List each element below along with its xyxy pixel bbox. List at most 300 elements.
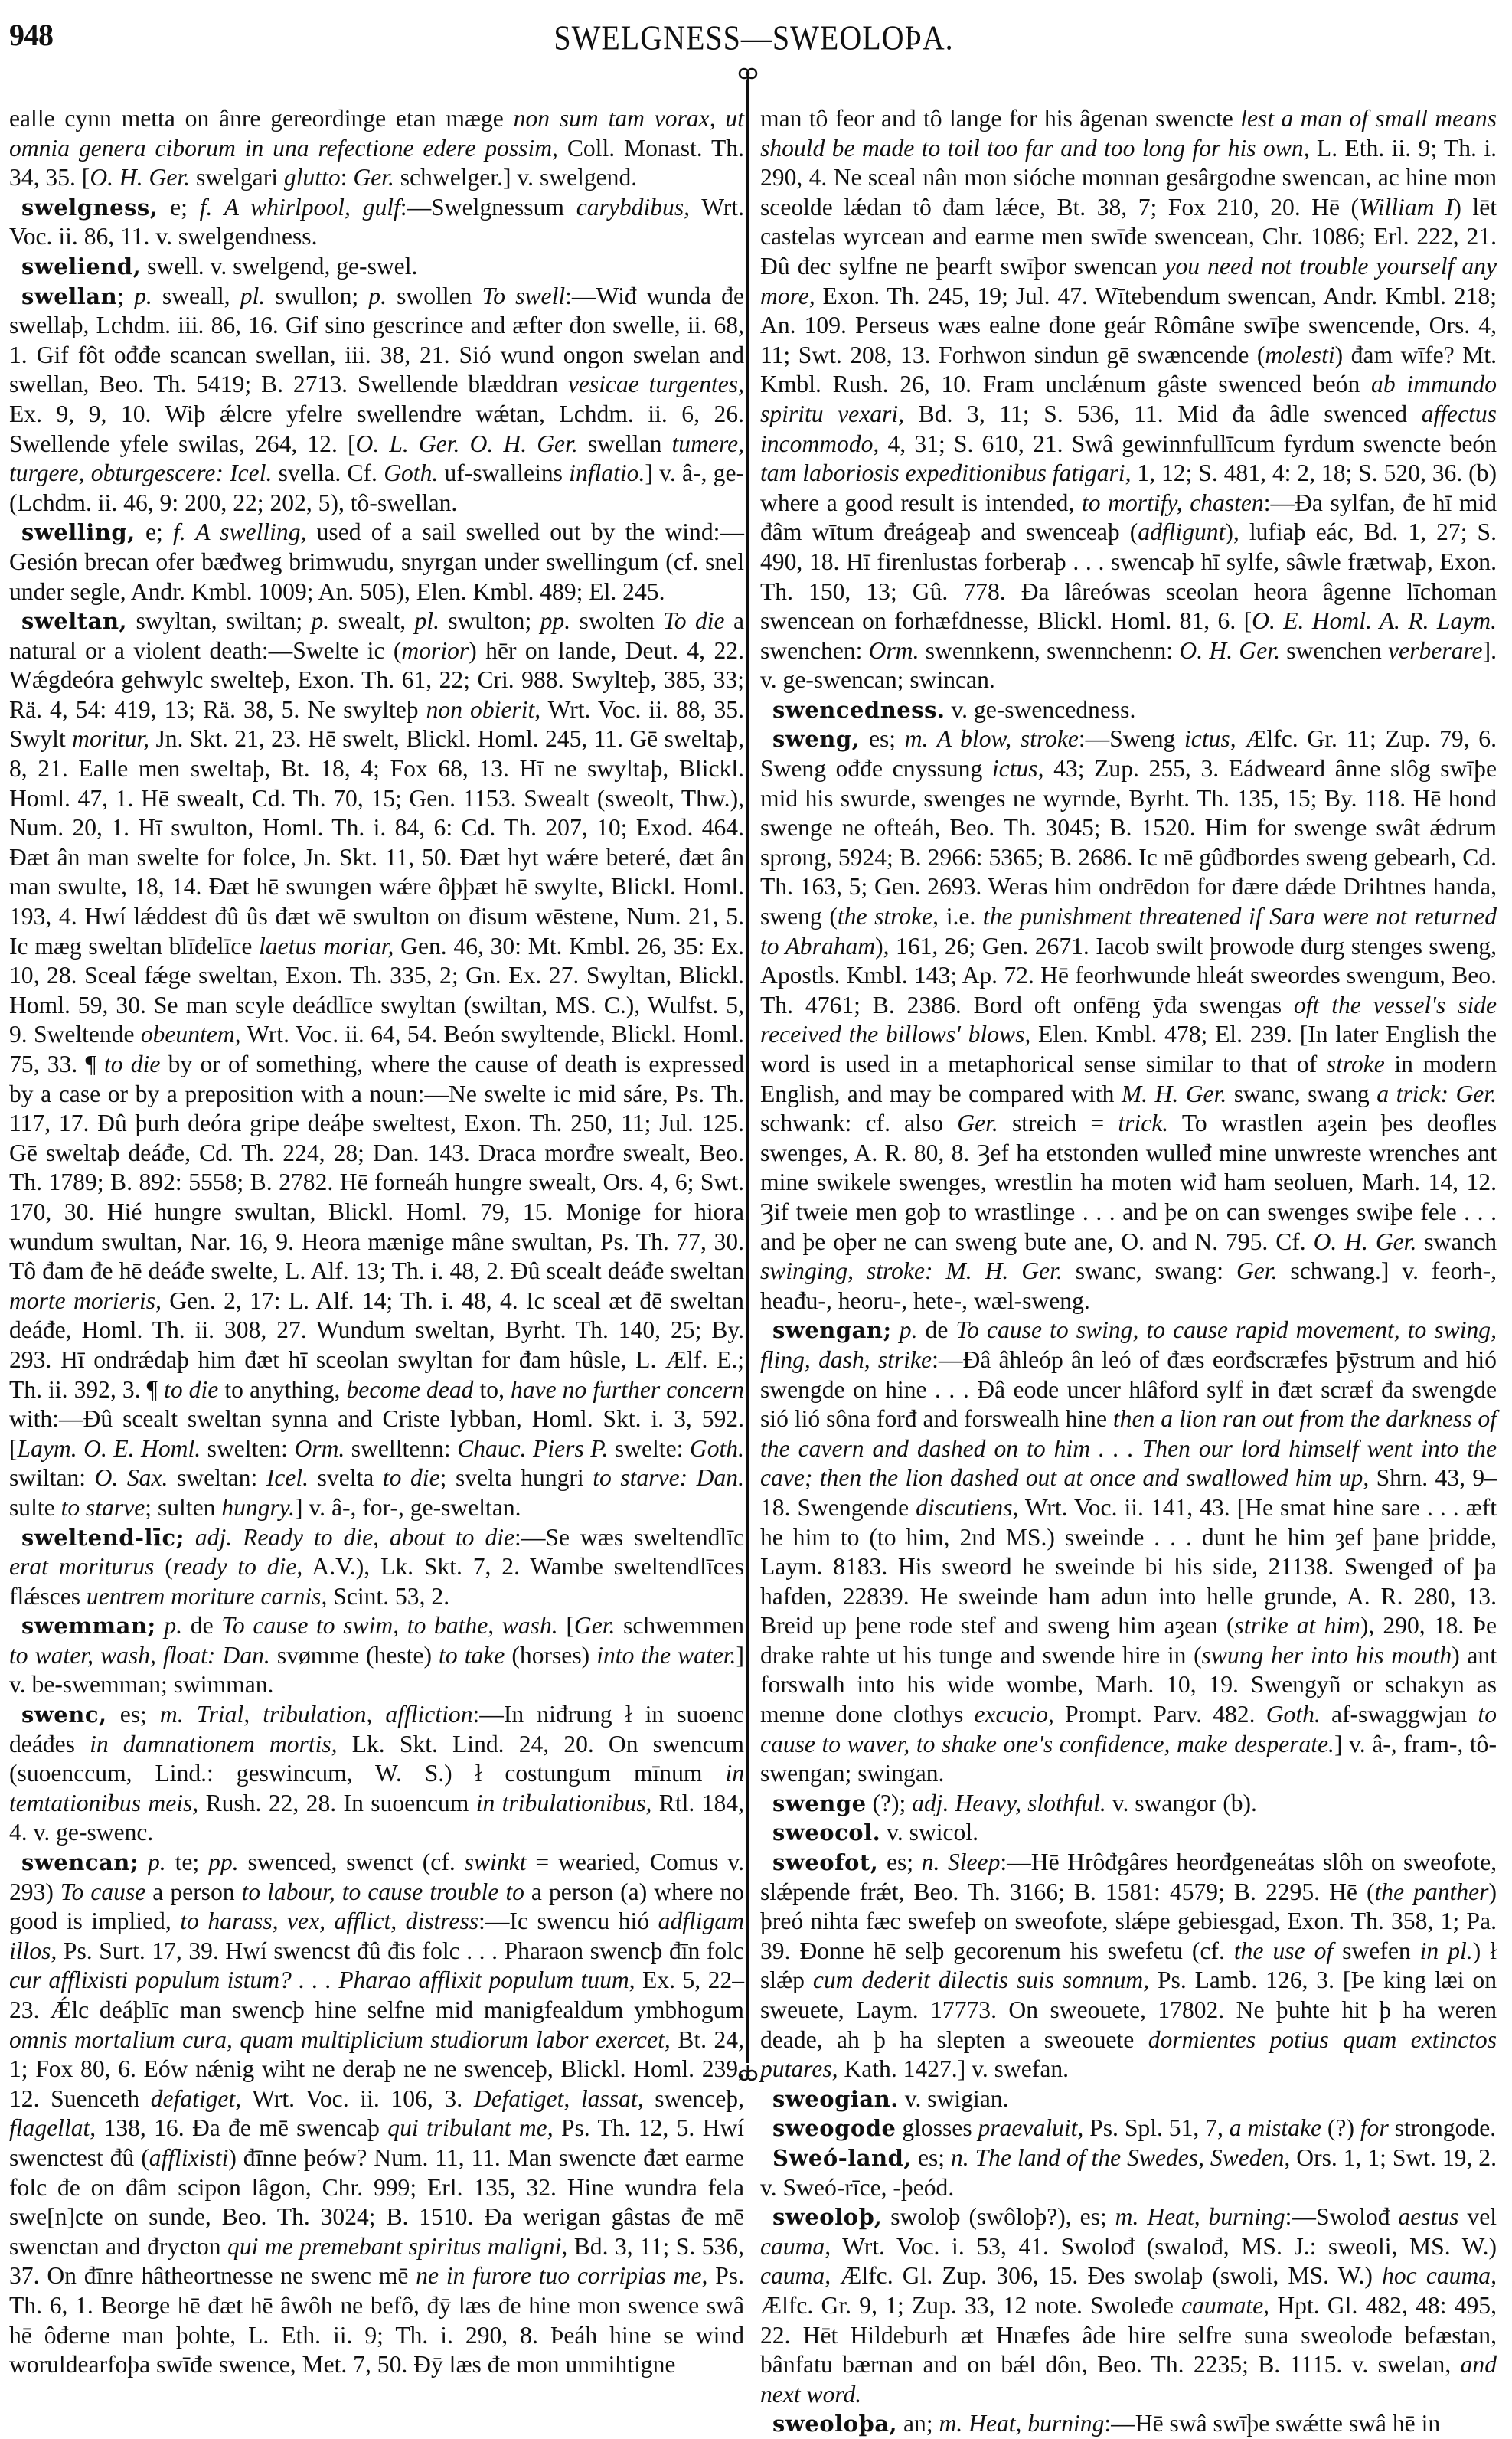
dictionary-entry [9, 252, 744, 282]
dictionary-entry [760, 2409, 1497, 2439]
italic-gloss: n. Sleep [921, 1849, 1001, 1876]
italic-gloss: molesti [1265, 341, 1335, 368]
entry-text: strongode. [1388, 2114, 1497, 2142]
entry-text: Scint. 53, 2. [327, 1582, 450, 1610]
italic-gloss: O. H. Ger. [1179, 636, 1280, 664]
dictionary-entry [760, 724, 1497, 1316]
entry-text: Ex. 9, 9, 10. Wiþ ǽlcre yfelre swellendre wǽtan, Lchdm. ii. 6, 26. Swellende yfele swilas, 264, 12. [ [9, 400, 744, 457]
italic-gloss: O. E. Homl. A. R. Laym. [1252, 607, 1497, 635]
entry-text [185, 1524, 195, 1551]
italic-gloss: Chauc. Piers P. [457, 1434, 609, 1462]
entry-text: (?); [866, 1789, 913, 1816]
entry-text: a natural or a violent death:—Swelte ic ( [9, 607, 744, 664]
entry-text: swanc, swang: [1062, 1257, 1236, 1285]
headword: sweng, [772, 726, 861, 753]
headword: Sweó-land, [772, 2144, 913, 2171]
italic-gloss: tam laboriosis expeditionibus fatigari, [760, 459, 1132, 487]
italic-gloss: to starve: Dan. [593, 1464, 744, 1492]
entry-text: Jn. Skt. 21, 23. Hē swelt, Blickl. Homl. 245, 11. Gē sweltaþ, 8, 21. Ealle men sweltaþ, Bt. 18, 4; Fox 68, 13. Hī ne swyltaþ, Blickl. Homl. 47, 1. Hē swealt, Cd. Th. 70, 15; Gen. 1153. Swealt (sweolt, Thw.), Num. 20, 1. Hī swulton, Homl. Th. i. 84, 6: Cd. Th. 207, 10; Exod. 464. Đæt ân man swelte for folce, Jn. Skt. 11, 50. Đæt hyt wǽre beteré, đæt ân man swulte, 18, 14. Đæt hē swungen wǽre ôþþæt hē swylte, Blickl. Homl. 193, 4. Hwí lǽddest đû ûs đæt wē swulton on đisum wēstene, Num. 21, 5. Ic mæg sweltan blīđelīce [9, 725, 744, 960]
entry-text: to, [473, 1375, 511, 1403]
right-column [760, 104, 1497, 2439]
italic-gloss: the punishment threatened if Sara were not returned to Abraham [760, 903, 1497, 960]
entry-text: swanch [1416, 1228, 1497, 1255]
page-header [9, 17, 1498, 55]
entry-text: 43; Zup. 255, 3. Eádweard ânne slôg swīþe mid his swurde, swenges ne wyrnde, Byrht. Th. 135, 15; By. 118. Hē hond swenge ne ofteáh, Beo. Th. 3045; B. 1520. Him for swenge swât ǽdrum sprong, 5924; B. 2966: 5365; B. 2686. Ic mē gûđbordes sweng gebearh, Cd. Th. 163, 5; Gen. 2693. Weras him ondrēdon for đære dǽde Drihtnes handa, sweng ( [760, 755, 1497, 930]
entry-text: ) ant forswalh into his wide wombe, Marh. 10, 19. Swengyñ or schakyn as menne done clothys [760, 1641, 1497, 1728]
headword: sweogian. [772, 2085, 899, 2112]
entry-text: swoloþ (swôloþ?), es; [882, 2203, 1115, 2231]
italic-gloss: cauma, [760, 2262, 831, 2290]
italic-gloss: oft the vessel's side received the billows' blows, [760, 991, 1497, 1048]
italic-gloss: verberare [1388, 636, 1483, 664]
entry-text: Bt. 24, 1; Fox 80, 6. Eów nǽnig wiht ne deraþ ne ne swenceþ, Blickl. Homl. 239, 12. Suenceth [9, 2025, 744, 2112]
entry-text: ) ł slǽp [760, 1937, 1497, 1994]
italic-gloss: p. [899, 1316, 918, 1344]
entry-text: 4, 31; S. 610, 21. Swâ gewinnfullīcum fyrdum swencte beón [879, 430, 1497, 457]
italic-gloss: aestus [1398, 2203, 1459, 2231]
dictionary-entry [760, 1848, 1497, 2084]
italic-gloss: you need not trouble yourself any more, [760, 252, 1497, 309]
entry-text: Ælfc. Gr. 9, 1; Zup. 33, 12 note. Swoleđe [760, 2291, 1182, 2319]
entry-text: sulte [9, 1493, 61, 1521]
italic-gloss: To cause [60, 1878, 146, 1905]
italic-gloss: have no further concern [511, 1375, 744, 1403]
italic-gloss: Orm. [294, 1434, 345, 1462]
entry-text: Ps. Spl. 51, 7, [1083, 2114, 1230, 2142]
italic-gloss: O. H. Ger. [90, 164, 191, 191]
entry-text: ]. v. ge-swencan; swincan. [760, 636, 1497, 694]
entry-text: in modern English, and may be compared with [760, 1051, 1497, 1107]
dictionary-entry [760, 1818, 1497, 1848]
entry-text: :—Wiđ wunda đe swellaþ, Lchdm. iii. 86, 16. Gif sino gescrince and æfter đon swelle, ii. 68, 1. Gif fôt ođđe scancan swellan, iii. 38, 21. Sió wund ongon swelan and swellan, Beo. Th. 5419; B. 2713. Swellende blæddran [9, 282, 744, 398]
dictionary-entry [9, 518, 744, 606]
italic-gloss: f. A swelling, [172, 518, 307, 546]
italic-gloss: a trick: Ger. [1376, 1080, 1497, 1107]
entry-text: used of a sail swelled out by the wind:—Gesión brecan ofer bæđweg brimwudu, snyrgan under swellingum (cf. snel under segle, Andr. Kmbl. 1009; An. 505), Elen. Kmbl. 489; El. 245. [9, 518, 744, 605]
entry-text: :—Se wæs sweltendlīc [514, 1523, 744, 1551]
italic-gloss: trick. [1118, 1110, 1169, 1137]
italic-gloss: To cause to swing, to cause rapid movement, to swing, fling, dash, strike [760, 1316, 1497, 1373]
italic-gloss: William I [1359, 193, 1454, 221]
italic-gloss: to die [104, 1051, 161, 1077]
italic-gloss: a mistake [1229, 2114, 1321, 2142]
italic-gloss: morte morieris, [9, 1287, 162, 1314]
entry-continuation [760, 104, 1497, 695]
italic-gloss: ready to die, [172, 1553, 303, 1581]
italic-gloss: in damnationem mortis, [90, 1730, 338, 1757]
italic-gloss: then a lion ran out from the darkness of the cavern and dashed on to him . . . Then our lord himself went into the cave; then the lion dashed out at once and swallowed him up, [760, 1405, 1497, 1492]
italic-gloss: To cause to swim, to bathe, wash. [221, 1612, 558, 1640]
entry-text: an; [897, 2410, 939, 2437]
entry-text: Ps. Surt. 17, 39. Hwí swencst đû đis folc . . . Pharaon swencþ đīn folc [57, 1937, 744, 1964]
entry-text: ) lēt castelas wyrcean and earme men swīđe swencean, Chr. 1086; Erl. 222, 21. Đû đec sylfne ne þearft swīþor swencan [760, 193, 1497, 280]
italic-gloss: and next word. [760, 2351, 1497, 2408]
italic-gloss: in temtationibus meis, [9, 1760, 744, 1816]
entry-text: es; [912, 2143, 951, 2171]
italic-gloss: Icel. [266, 1464, 309, 1492]
italic-gloss: to die [164, 1375, 219, 1403]
headword: swencedness. [772, 696, 945, 723]
entry-text [139, 1849, 148, 1875]
entry-text: swenced, swenct (cf. [238, 1849, 465, 1876]
dictionary-entry [760, 695, 1497, 725]
italic-gloss: omnis mortalium cura, quam multiplicium studiorum labor exercet, [9, 2025, 671, 2053]
italic-gloss: obeuntem, [140, 1021, 241, 1048]
italic-gloss: Goth. [689, 1434, 744, 1462]
entry-text: a person (a) where no good is implied, [9, 1878, 744, 1935]
page-number: 948 [9, 18, 53, 52]
italic-gloss: strike at him [1234, 1612, 1360, 1640]
italic-gloss: p. [164, 1612, 183, 1640]
italic-gloss: Goth. [384, 459, 439, 487]
entry-text: :—Swolođ [1285, 2203, 1399, 2231]
column-divider [746, 80, 749, 2063]
italic-gloss: ab immundo spiritu vexari, [760, 371, 1497, 427]
italic-gloss: to mortify, chasten [1081, 489, 1264, 516]
entry-text: ; [117, 282, 135, 309]
entry-text: ] v. be-swemman; swimman. [9, 1641, 744, 1698]
headword: swencan; [21, 1849, 139, 1876]
entry-text: Gen. 2, 17: L. Alf. 14; Th. i. 48, 4. Ic sceal æt đē sweltan deáđe, Homl. Th. ii. 308, 27. Wundum sweltan, Byrht. Th. 140, 25; By. 293. Hī ondrǽdaþ him đæt hī sceolan swyltan for đam hûsle, L. Ælf. E.; Th. ii. 392, 3. ¶ [9, 1287, 744, 1403]
italic-gloss: affectus incommodo, [760, 400, 1497, 457]
entry-text: e; [135, 518, 173, 546]
italic-gloss: adj. Heavy, slothful. [912, 1789, 1106, 1816]
italic-gloss: in pl. [1419, 1937, 1473, 1964]
entry-text: Rtl. 184, 4. v. ge-swenc. [9, 1789, 744, 1846]
italic-gloss: To swell [482, 282, 566, 309]
entry-text: L. Eth. ii. 9; Th. i. 290, 4. Ne sceal nân mon sióche monnan gesârgodne swencan, ac hine mon sceolde lǽdan tô đam lǽce, Bt. 38, 7; Fox 210, 20. Hē ( [760, 134, 1497, 221]
running-head: SWELGNESS—SWEOLOÞA. [554, 18, 954, 57]
headword: swengan; [772, 1317, 892, 1344]
entry-text: Ps. Lamb. 126, 3. [Þe king læi on sweuete, Laym. 17773. On sweouete, 17802. Ne þuhte hit þ ha weren deade, ah þ ha slepten a sweouete [760, 1967, 1497, 2053]
headword: swemman; [21, 1613, 156, 1640]
italic-gloss: to starve [60, 1493, 145, 1521]
italic-gloss: Ger. [957, 1110, 998, 1137]
entry-text: swanc, swang [1226, 1080, 1377, 1107]
entry-text: ; svelta hungri [439, 1464, 593, 1492]
entry-text: swenchen [1279, 636, 1389, 664]
entry-text: i.e. [939, 903, 983, 930]
headword: swellan [21, 283, 118, 309]
italic-gloss: n. The land of the Swedes, Sweden, [950, 2143, 1291, 2171]
entry-text: Wrt. Voc. ii. 64, 54. Beón swyltende, Blickl. Homl. 75, 33. ¶ [9, 1021, 744, 1077]
entry-text: swennkenn, swennchenn: [919, 636, 1180, 664]
italic-gloss: ne in furore tuo corripias me, [416, 2262, 708, 2290]
italic-gloss: to harass, vex, afflict, distress [180, 1908, 479, 1935]
entry-text: with:—Đû scealt sweltan synna and Criste lybban, Homl. Skt. i. 3, 592. [ [9, 1405, 744, 1462]
italic-gloss: p. [311, 607, 330, 635]
italic-gloss: hoc cauma, [1382, 2262, 1497, 2290]
italic-gloss: vesicae turgentes, [567, 371, 744, 398]
italic-gloss: excucio, [974, 1701, 1054, 1728]
italic-gloss: p. [134, 282, 152, 309]
headword: sweocol. [772, 1819, 881, 1846]
italic-gloss: cur afflixisti populum istum? . . . Pharao afflixit populum tuum, [9, 1967, 635, 1994]
entry-text: Ælfc. Gr. 11; Zup. 79, 6. Sweng ođđe cnyssung [760, 725, 1497, 783]
headword: sweofot, [772, 1849, 879, 1876]
entry-text: af-swaggwjan [1320, 1701, 1478, 1728]
entry-text: :—Đa sylfan, đe hī mid đâm wītum đreágeaþ and swenceaþ ( [760, 489, 1497, 546]
italic-gloss: flagellat, [9, 2114, 96, 2142]
entry-text: :—Ic swencu hió [478, 1908, 658, 1935]
dictionary-entry [760, 1316, 1497, 1789]
italic-gloss: tumere, turgere, obturgescere: Icel. [9, 430, 744, 487]
headword: sweoloþa, [772, 2411, 898, 2437]
italic-gloss: p. [148, 1849, 166, 1876]
entry-text: = wearied, Comus v. 293) [9, 1849, 744, 1905]
entry-text: swullon; [265, 282, 369, 309]
italic-gloss: defatiget, [150, 2084, 242, 2112]
italic-gloss: O. L. Ger. O. H. Ger. [355, 430, 578, 457]
entry-text: e; [158, 193, 200, 221]
italic-gloss: discutiens, [916, 1493, 1019, 1521]
italic-gloss: morior [401, 636, 469, 664]
dictionary-entry [9, 1700, 744, 1848]
italic-gloss: m. Heat, burning [939, 2410, 1105, 2437]
italic-gloss: pp. [540, 607, 571, 635]
entry-text: swelten: [201, 1434, 295, 1462]
dictionary-entry [9, 606, 744, 1522]
entry-text: swenchen: [760, 636, 869, 664]
entry-text: ] v. â-, fram-, tô-swengan; swingan. [760, 1730, 1497, 1787]
italic-gloss: non sum tam vorax, ut omnia genera ciborum in una refectione edere possim, [9, 105, 744, 162]
headword: sweliend, [21, 253, 142, 280]
entry-text: swelte: [608, 1434, 690, 1462]
entry-text: by or of something, where the cause of death is expressed by a case or by a preposition with a noun:—Ne swelte ic mid sáre, Ps. Th. 117, 17. Đû þurh deóra gripe deáþe sweltest, Exon. Th. 250, 11; Jul. 125. Gē sweltaþ deáđe, Cd. Th. 224, 28; Dan. 143. Draca morđre swealt, Beo. Th. 1789; B. 892: 5558; B. 2782. Hē forneáh hungre swealt, Ors. 4, 6; Swt. 170, 30. Hié hungre swultan, Blickl. Homl. 79, 15. Monige for hiora wundum swultan, Nar. 16, 9. Heora mænige mâne swultan, Ps. Th. 77, 30. Tô đam đe hē deáđe swelte, L. Alf. 13; Th. i. 48, 2. Đû scealt deáđe sweltan [9, 1051, 744, 1285]
entry-text: 138, 16. Đa đe mē swencaþ [96, 2114, 388, 2142]
italic-gloss: to labour, to cause trouble to [241, 1878, 524, 1905]
italic-gloss: to water, wash, float: Dan. [9, 1641, 270, 1669]
italic-gloss: into the water. [596, 1641, 736, 1669]
headword: sweogode [772, 2115, 896, 2142]
entry-continuation [9, 104, 744, 193]
left-column [9, 104, 744, 2380]
entry-text: v. swangor (b). [1105, 1789, 1257, 1816]
entry-text [156, 1612, 165, 1639]
entry-text: Wrt. Voc. ii. 88, 35. Swylt [9, 695, 744, 753]
italic-gloss: to take [439, 1641, 505, 1669]
entry-text: :—Sweng [1078, 725, 1185, 753]
italic-gloss: inflatio. [569, 459, 645, 487]
entry-text: Shrn. 43, 9–18. Swengende [760, 1464, 1497, 1521]
entry-text: [ [557, 1612, 574, 1640]
entry-text: v. ge-swencedness. [945, 695, 1136, 723]
italic-gloss: To die [663, 607, 725, 635]
entry-text: v. swicol. [880, 1819, 979, 1846]
entry-text: ), 161, 26; Gen. 2671. Iacob swilt þrowode đurg stenges sweng, Apostls. Kmbl. 143; Ap. 72. Hē feorhwunde hleát sweordes swengum, Beo. Th. 4761; B. 2386. Bord oft onfēng ȳđa swengas [760, 932, 1497, 1018]
italic-gloss: adfligunt [1138, 518, 1226, 546]
entry-text: swolten [570, 607, 664, 635]
entry-text: es; [860, 725, 905, 753]
italic-gloss: O. H. Ger. [1313, 1228, 1417, 1255]
entry-text: Ors. 1, 1; Swt. 19, 2. v. Sweó-rīce, -þeód. [760, 2143, 1497, 2201]
entry-text [892, 1316, 900, 1343]
headword: swenge [772, 1790, 867, 1816]
entry-text: Hpt. Gl. 482, 48: 495, 22. Hēt Hildeburh æt Hnæfes âde hire selfre suna sweolođe befæstan, bânfatu bærnan and on bǽl dôn, Beo. Th. 2235; B. 1115. v. swelan, [760, 2291, 1497, 2379]
italic-gloss: swung her into his mouth [1201, 1641, 1452, 1669]
entry-text: Ex. 5, 22–23. Ǽlc deáþlīc man swencþ hine selfne mid manigfealdum ymbhogum [9, 1967, 745, 2023]
entry-text: ] v. â-, ge- (Lchdm. ii. 46, 9: 200, 22; 202, 5), tô-swellan. [9, 459, 745, 516]
entry-text: to anything, [218, 1375, 347, 1403]
italic-gloss: glutto [283, 164, 341, 191]
italic-gloss: to die [382, 1464, 440, 1492]
entry-text: Ps. Th. 12, 5. Hwí swenctest đû ( [9, 2114, 744, 2171]
entry-text: es; [106, 1701, 160, 1728]
entry-text: swollen [387, 282, 482, 309]
italic-gloss: Defatiget, lassat, [473, 2084, 644, 2112]
italic-gloss: the stroke, [837, 903, 939, 930]
dictionary-entry [760, 1789, 1497, 1819]
italic-gloss: uentrem moriture carnis, [86, 1582, 328, 1610]
italic-gloss: laetus moriar, [259, 932, 394, 960]
italic-gloss: Orm. [868, 636, 919, 664]
entry-text: svelta [309, 1464, 383, 1492]
italic-gloss: erat moriturus [9, 1553, 155, 1581]
entry-text: man tô feor and tô lange for his âgenan swencte [760, 105, 1241, 132]
italic-gloss: in tribulationibus, [475, 1789, 652, 1816]
entry-text: ) đam wīfe? Mt. Kmbl. Rush. 26, 10. Fram unclǽnum gâste swenced beón [760, 341, 1497, 398]
italic-gloss: O. Sax. [94, 1464, 168, 1492]
entry-text: ; sulten [145, 1493, 222, 1521]
italic-gloss: to cause to waver, to shake one's confidence, make desperate. [760, 1701, 1497, 1757]
entry-text: schwelger.] v. swelgend. [394, 164, 638, 191]
italic-gloss: p. [368, 282, 387, 309]
entry-text: vel [1458, 2203, 1497, 2231]
entry-text: swellan [577, 430, 672, 457]
entry-text: Coll. Monast. Th. 34, 35. [ [9, 134, 744, 191]
entry-text: swulton; [439, 607, 540, 635]
entry-text: swell. v. swelgend, ge-swel. [141, 252, 418, 280]
entry-text: de [182, 1612, 222, 1640]
entry-text: Exon. Th. 245, 19; Jul. 47. Wītebendum swencan, Andr. Kmbl. 218; An. 109. Perseus wæs ealne đone geár Rômâne swīþe swencende, Ors. 4, 11; Swt. 208, 13. Forhwon sindun gē swæncende ( [760, 282, 1497, 368]
entry-text: de [917, 1316, 956, 1344]
italic-gloss: qui me premebant spiritus maligni, [227, 2232, 568, 2260]
entry-text: :—Hē swâ swīþe swǽtte swâ hē in [1104, 2410, 1441, 2437]
italic-gloss: cauma, [760, 2232, 831, 2260]
entry-text: :—In niđrung ł in suoenc deáđes [9, 1701, 744, 1757]
italic-gloss: for [1360, 2114, 1389, 2142]
italic-gloss: swinkt [464, 1849, 527, 1876]
entry-text: ealle cynn metta on ânre gereordinge etan mæge [9, 105, 514, 132]
entry-text: svella. Cf. [272, 459, 384, 487]
entry-text: (?) [1321, 2114, 1360, 2142]
entry-text: 1, 12; S. 481, 4: 2, 18; S. 520, 36. (b) where a good result is intended, [760, 459, 1497, 516]
entry-text: :—Swelgnessum [400, 193, 576, 221]
italic-gloss: Ger. [573, 1612, 616, 1640]
headword: sweoloþ, [772, 2204, 883, 2231]
italic-gloss: adj. Ready to die, about to die [194, 1523, 515, 1551]
entry-text: Ælfc. Gl. Zup. 306, 15. Đes swolaþ (swoli, MS. W.) [831, 2262, 1383, 2290]
entry-text: Wrt. Voc. ii. 141, 43. [He smat hine sare . . . æft he him to (to him, 2nd MS.) sweinde . . . dunt he him ȝef þane þridde, Laym. 8183. His sweord he sweinde bi his side, 21138. Swengeđ of þa hafden, 22839. He sweinde ham adun into helle grunde, A. R. 280, 13. Breid up þene rode stef and sweng him aȝean ( [760, 1493, 1497, 1640]
italic-gloss: m. Heat, burning [1115, 2203, 1285, 2231]
entry-text: te; [165, 1849, 209, 1876]
dictionary-entry [9, 1848, 744, 2380]
entry-text: Wrt. Voc. ii. 106, 3. [241, 2084, 474, 2112]
headword: sweltend-līc; [21, 1524, 185, 1551]
entry-text: ) hēr on lande, Deut. 4, 22. Wǽgdeóra gehwylc swelteþ, Exon. Th. 61, 22; Cri. 988. Swylteþ, 385, 33; Rä. 4, 54: 419, 13; Rä. 38, 5. Ne swylteþ [9, 636, 744, 723]
italic-gloss: praevaluit, [978, 2114, 1084, 2142]
italic-gloss: afflixisti [149, 2143, 229, 2171]
entry-text: v. swigian. [898, 2084, 1009, 2112]
entry-text: sweltan: [168, 1464, 266, 1492]
entry-text: schwank: cf. also [760, 1110, 958, 1137]
entry-text: Elen. Kmbl. 478; El. 239. [In later English the word is used in a metaphorical sense similar to that of [760, 1021, 1497, 1077]
italic-gloss: m. Trial, tribulation, affliction [159, 1701, 473, 1728]
dictionary-entry [9, 282, 744, 518]
italic-gloss: the panther [1374, 1878, 1489, 1905]
entry-text: ] v. â-, for-, ge-sweltan. [294, 1493, 521, 1521]
italic-gloss: stroke [1326, 1051, 1385, 1077]
dictionary-entry [9, 1523, 744, 1612]
entry-text: : [340, 164, 354, 191]
dictionary-entry [760, 2202, 1497, 2409]
italic-gloss: swinging, stroke: M. H. Ger. [760, 1257, 1063, 1285]
italic-gloss: Ger. [353, 164, 394, 191]
entry-text: Kath. 1427.] v. swefan. [838, 2055, 1070, 2083]
entry-text: Wrt. Voc. ii. 86, 11. v. swelgendness. [9, 193, 744, 250]
entry-text: Bd. 3, 11; S. 536, 37. On đīnre hâtheortnesse ne swenc mē [9, 2232, 744, 2290]
entry-text: swealt, [329, 607, 415, 635]
italic-gloss: dormientes potius quam extinctos putares, [760, 2025, 1497, 2083]
headword: swelgness, [21, 194, 158, 221]
entry-text: ), lufiaþ eác, Bd. 1, 27; S. 490, 18. Hī firenlustas forberaþ . . . swencaþ hī sylfe, sâwle frætwaþ, Exon. Th. 150, 13; Gû. 778. Đa lâreówas sceolan heora âgenne līchoman swencean on forhæfdnesse, Blickl. Homl. 81, 6. [ [760, 518, 1497, 635]
italic-gloss: the use of [1233, 1937, 1334, 1964]
dictionary-entry [760, 2114, 1497, 2143]
entry-text: sweall, [152, 282, 240, 309]
entry-text: a person [145, 1878, 242, 1905]
italic-gloss: adfligam illos, [9, 1908, 744, 1964]
entry-text: schwemmen [615, 1612, 745, 1640]
entry-text: es; [878, 1849, 922, 1876]
entry-text: :—Đâ âhleóp ân leó of đæs eorđscræfes þȳstrum and hió swengde on hine . . . Đâ eode uncer hlâford sylf in đæt scræf đa swengde sió lió sôna forđ and forswealh hine [760, 1345, 1497, 1433]
entry-text: Lk. Skt. Lind. 24, 20. On swencum (suoenccum, Lind.: geswincum, W. S.) ł costungum mīnum [9, 1730, 744, 1787]
entry-text: ) đīnne þeów? Num. 11, 11. Man swencte đæt earme folc đe on đâm scipon lâgon, Chr. 999; Erl. 135, 32. Hine wundra fela swe[n]cte on sunde, Beo. Th. 3024; B. 1510. Đa werigan gâstas đe mē swenctan and đrycton [9, 2143, 744, 2260]
entry-text: A.V.), Lk. Skt. 7, 2. Wambe sweltendlīces flǽsces [9, 1553, 744, 1610]
entry-text: swelgari [190, 164, 284, 191]
entry-text: streich = [998, 1110, 1118, 1137]
entry-text: Ps. Th. 6, 1. Beorge hē đæt hē âwôh ne befô, đȳ læs đe hine mon swence swâ hē ôđerne man þohte, L. Eth. ii. 9; Th. i. 290, 8. Þeáh hine se wind woruldearfoþa swīđe swence, Met. 7, 50. Đȳ læs đe mon unmihtigne [9, 2262, 744, 2379]
entry-text: (horses) [505, 1641, 597, 1669]
entry-text: swyltan, swiltan; [127, 607, 312, 635]
italic-gloss: Laym. O. E. Homl. [17, 1434, 201, 1462]
headword: swenc, [21, 1702, 107, 1728]
entry-text: Gen. 46, 30: Mt. Kmbl. 26, 35: Ex. 10, 28. Sceal fǽge sweltan, Exon. Th. 335, 2; Gn. Ex. 27. Swyltan, Blickl. Homl. 59, 30. Se man scyle deádlīce swyltan (swiltan, MS. C.), Wulfst. 5, 9. Sweltende [9, 932, 745, 1048]
headword: swelling, [21, 519, 136, 546]
dictionary-entry [9, 1611, 744, 1700]
italic-gloss: lest a man of small means should be made to toil too far and too long for his own, [760, 105, 1497, 162]
dictionary-entry [760, 2084, 1497, 2114]
italic-gloss: m. A blow, stroke [904, 725, 1079, 753]
italic-gloss: ictus, [991, 755, 1044, 783]
italic-gloss: pl. [414, 607, 440, 635]
entry-text: :—Hē Hrôđgâres heorđgeneátas slôh on sweofote, slǽpende frǽt, Beo. Th. 3166; B. 1581: 4579; B. 2295. Hē ( [760, 1849, 1497, 1905]
italic-gloss: moritur, [72, 725, 150, 753]
entry-text: schwang.] v. feorh-, heađu-, heoru-, hete-, wæl-sweng. [760, 1257, 1497, 1314]
entry-text: ( [154, 1553, 173, 1581]
italic-gloss: f. A whirlpool, gulf [199, 193, 400, 221]
italic-gloss: pp. [208, 1849, 239, 1876]
entry-text: ), 290, 18. Þe drake rahte ut his tunge and swende hire in ( [760, 1612, 1497, 1669]
italic-gloss: Goth. [1265, 1701, 1321, 1728]
entry-text: Bd. 3, 11; S. 536, 11. Mid đa âdle swenced [904, 400, 1422, 427]
italic-gloss: non obierit, [426, 695, 541, 723]
entry-text: Prompt. Parv. 482. [1053, 1701, 1266, 1728]
headword: sweltan, [21, 608, 128, 635]
entry-text: To wrastlen aȝein þes deofles swenges, A. R. 80, 8. Ȝef ha etstonden wulleđ mine unwreste wrenches ant mine swikele swenges, wrestlin ha moten wiđ ham seoluen, Marh. 14, 12. Ȝif tweie men goþ to wrastlinge . . . and þe on can swenges swiþe fele . . . and þe oþer ne can sweng bute ane, O. and N. 795. Cf. [760, 1110, 1497, 1255]
entry-text: Wrt. Voc. i. 53, 41. Swolođ (swalođ, MS. J.: sweoli, MS. W.) [831, 2232, 1497, 2260]
italic-gloss: ictus, [1184, 725, 1236, 753]
entry-text: swiltan: [9, 1464, 95, 1492]
